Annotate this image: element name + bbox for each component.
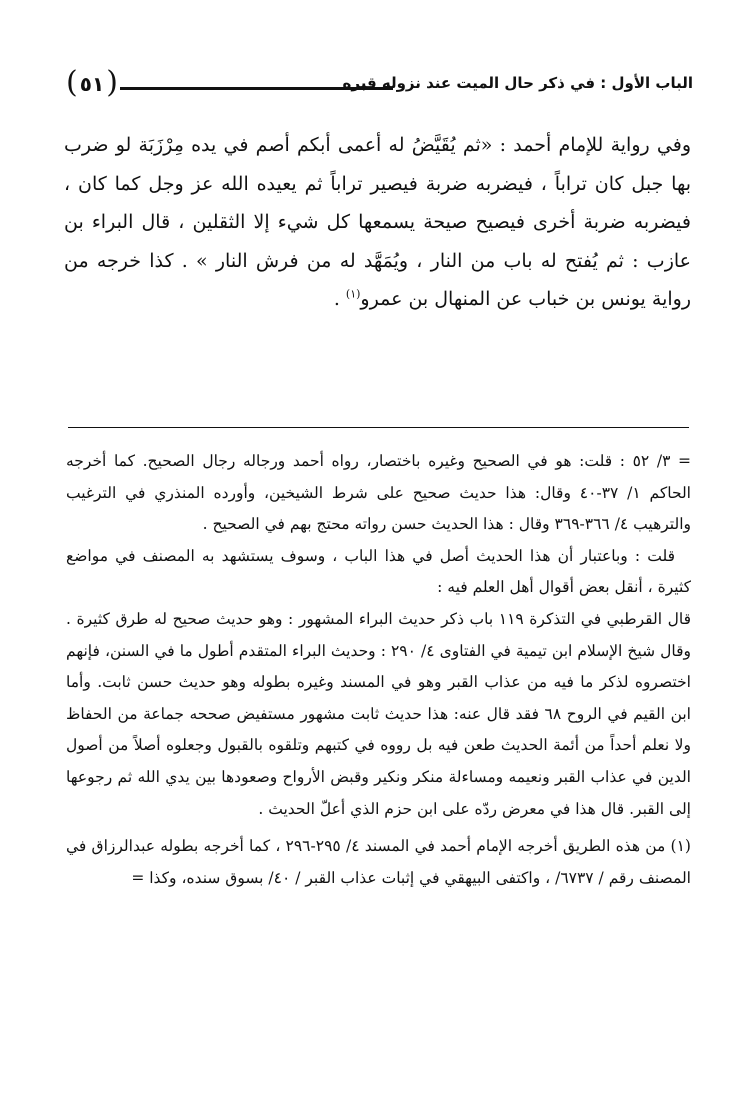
page-number: ٥١ <box>79 72 105 96</box>
footnotes-section <box>66 446 691 894</box>
footnote-separator <box>68 427 689 428</box>
note-continuation: = ٣/ ٥٢ : قلت: هو في الصحيح وغيره باختصار، رواه أحمد ورجاله رجال الصحيح. كما أخرجه الحاكم ١/ ٣٧-٤٠ وقال: هذا حديث صحيح على شرط الشيخين، وأورده المنذري في الترغيب والترهيب ٤/ ٣٦٦-٣٦٩ وقال : هذا الحديث حسن رواته محتج بهم في الصحيح . <box>66 452 691 534</box>
page-number-box <box>66 66 118 100</box>
main-paragraph <box>64 126 691 319</box>
footnote-reference: (١) <box>345 287 361 301</box>
page-number-bracket-open: ( <box>66 65 78 100</box>
page-number-bracket-close: ) <box>106 65 118 100</box>
header-rule <box>120 87 393 90</box>
running-header <box>66 62 693 106</box>
running-title: الباب الأول : في ذكر حال الميت عند نزوله قبره <box>342 74 693 92</box>
note-paragraph: قلت : وباعتبار أن هذا الحديث أصل في هذا الباب ، وسوف يستشهد به المصنف في مواضع كثيرة ، أنقل بعض أقوال أهل العلم فيه : <box>66 546 691 597</box>
main-paragraph-end: . <box>333 288 346 310</box>
note-paragraph: قال القرطبي في التذكرة ١١٩ باب ذكر حديث البراء المشهور : وهو حديث صحيح له طرق كثيرة . وقال شيخ الإسلام ابن تيمية في الفتاوى ٤/ ٢٩٠ : وحديث البراء المتقدم أطول ما في السنن، فإنهم اختصروه لذكر ما فيه من عذاب القبر وهو في المسند وغيره بطوله وهو حديث حسن ثابت. وأما ابن القيم في الروح ٦٨ فقد قال عنه: هذا حديث ثابت مشهور مستفيض صححه جماعة من الحفاظ ولا نعلم أحداً من أئمة الحديث طعن فيه بل رووه في كتبهم وتلقوه بالقبول وجعلوه أصلاً من أصول الدين في عذاب القبر ونعيمه ومساءلة منكر ونكير وقبض الأرواح وصعودها بين يدي الله ثم رجوعها إلى القبر. قال هذا في معرض ردّه على ابن حزم الذي أعلّ الحديث . <box>66 609 692 818</box>
main-text <box>64 126 691 319</box>
footnote-1: (١) من هذه الطريق أخرجه الإمام أحمد في المسند ٤/ ٢٩٥-٢٩٦ ، كما أخرجه بطوله عبدالرزاق في المصنف رقم / ٦٧٣٧/ ، واكتفى البيهقي في إثبات عذاب القبر / ٤٠/ بسوق سنده، وكذا = <box>66 837 691 887</box>
main-paragraph-text: وفي رواية للإمام أحمد : «ثم يُقَيَّضُ له أعمى أبكم أصم في يده مِرْزَبَة لو ضرب بها جبل كان تراباً ، فيضربه ضربة فيصير تراباً ثم يعيده الله عز وجل كما كان ، فيضربه ضربة أخرى فيصيح صيحة يسمعها كل شيء إلا الثقلين ، قال البراء بن عازب : ثم يُفتح له باب من النار ، ويُمَهَّد له من فرش النار » . كذا خرجه من رواية يونس بن خباب عن المنهال بن عمرو <box>64 134 691 310</box>
